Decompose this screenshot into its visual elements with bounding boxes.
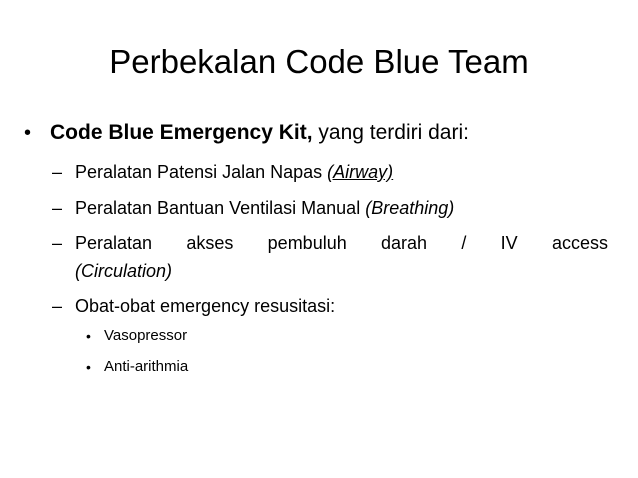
slide-title: Perbekalan Code Blue Team bbox=[109, 43, 529, 80]
sub-item-circulation-line2: (Circulation) bbox=[75, 261, 173, 281]
sub-item-breathing-italic: (Breathing) bbox=[365, 198, 455, 218]
subsub-item-vasopressor bbox=[86, 325, 187, 347]
sub-item-airway-italic: (Airway) bbox=[327, 162, 394, 182]
subsub-item-text: Vasopressor bbox=[104, 327, 188, 344]
subsub-item-anti-arithmia bbox=[86, 356, 188, 378]
sub-item-breathing bbox=[52, 194, 608, 222]
dash-icon: – bbox=[52, 198, 63, 218]
bullet-item-code-blue-kit bbox=[24, 118, 614, 148]
sub-item-airway bbox=[52, 158, 608, 186]
sub-item-drugs bbox=[52, 292, 608, 320]
sub-item-text bbox=[75, 194, 608, 222]
bullet-item-bold: Code Blue Emergency Kit, bbox=[50, 121, 313, 144]
bullet-dot-icon: • bbox=[86, 359, 91, 375]
dash-icon: – bbox=[52, 233, 63, 253]
bullet-dot-icon: • bbox=[24, 122, 32, 144]
sub-item-text bbox=[75, 158, 608, 186]
dash-icon: – bbox=[52, 162, 63, 182]
bullet-item-text bbox=[50, 118, 614, 148]
sub-item-circulation-line1: Peralatan akses pembuluh darah / IV access bbox=[75, 233, 608, 253]
sub-item-breathing-text: Peralatan Bantuan Ventilasi Manual bbox=[75, 198, 366, 218]
bullet-item-rest: yang terdiri dari: bbox=[312, 121, 469, 144]
bullet-dot-icon: • bbox=[86, 328, 91, 344]
dash-icon: – bbox=[52, 296, 63, 316]
subsub-item-text: Anti-arithmia bbox=[104, 358, 189, 375]
sub-item-airway-text: Peralatan Patensi Jalan Napas bbox=[75, 162, 328, 182]
sub-item-drugs-text: Obat-obat emergency resusitasi: bbox=[75, 296, 336, 316]
sub-item-circulation bbox=[52, 229, 608, 285]
